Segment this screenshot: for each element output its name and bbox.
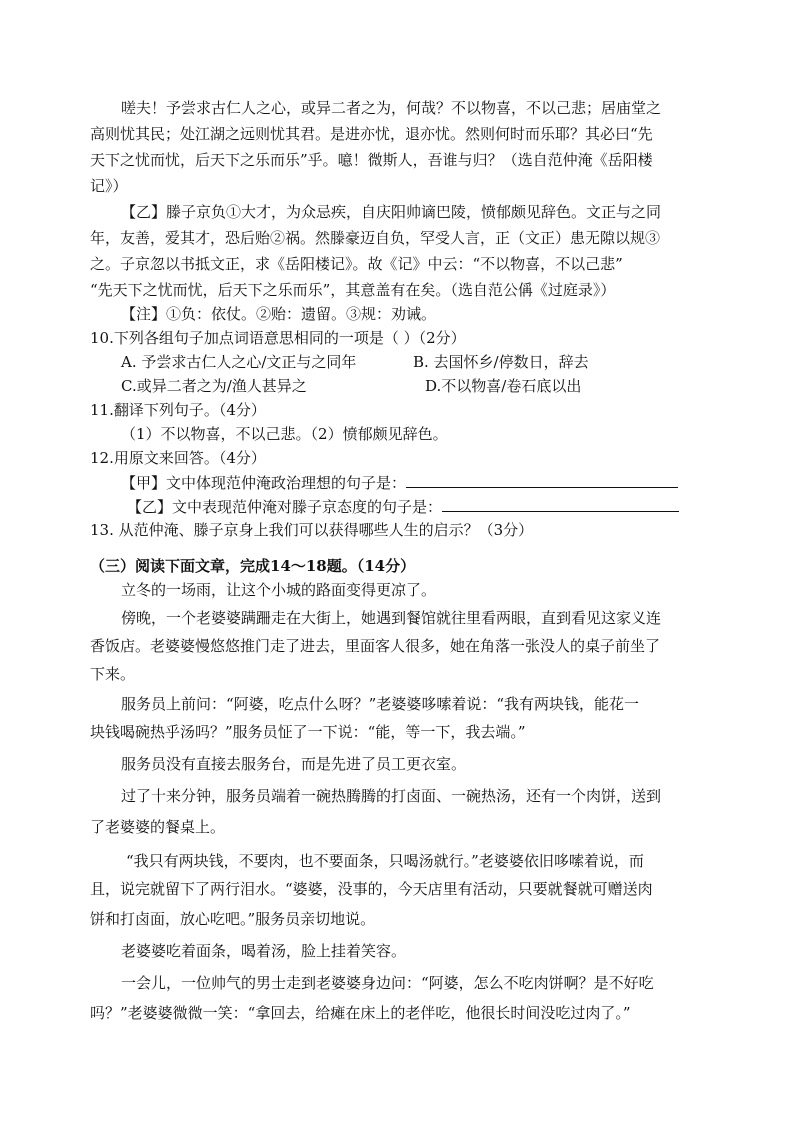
q12-jia-row — [121, 473, 678, 492]
q12-jia-answer-blank[interactable] — [406, 473, 678, 488]
section3-line-15: 吗？”老婆婆微微一笑：“拿回去，给瘫在床上的老伴吃，他很长时间没吃过肉了。” — [90, 1004, 631, 1022]
q10-option-c: C.或异二者之为/渔人甚异之 — [121, 377, 307, 395]
jia-line-1: 嗟夫！予尝求古仁人之心，或异二者之为，何哉？不以物喜，不以己悲；居庙堂之 — [121, 99, 662, 117]
section3-line-12: 饼和打卤面，放心吃吧。”服务员亲切地说。 — [90, 910, 376, 928]
jia-line-2: 高则忧其民；处江湖之远则忧其君。是进亦忧，退亦忧。然则何时而乐耶？其必曰“先 — [90, 125, 653, 143]
section3-line-14: 一会儿，一位帅气的男士走到老婆婆身边问：“阿婆，怎么不吃肉饼啊？是不好吃 — [121, 974, 654, 992]
yi-line-3: 之。子京忽以书抵文正，求《岳阳楼记》。故《记》中云：“不以物喜，不以己悲” — [90, 255, 623, 273]
section3-line-4: 下来。 — [90, 665, 136, 683]
section3-line-11: 且，说完就留下了两行泪水。“婆婆，没事的，今天店里有活动，只要就餐就可赠送肉 — [90, 880, 653, 898]
jia-line-4: 记》） — [90, 177, 128, 195]
section3-line-6: 块钱喝碗热乎汤吗？”服务员怔了一下说：“能，等一下，我去端。” — [90, 723, 526, 741]
section3-line-3: 香饭店。老婆婆慢悠悠推门走了进去，里面客人很多，她在角落一张没人的桌子前坐了 — [90, 637, 661, 655]
q10-option-d: D.不以物喜/卷石底以出 — [425, 377, 582, 395]
section3-line-1: 立冬的一场雨，让这个小城的路面变得更凉了。 — [121, 581, 437, 599]
jia-line-3: 天下之忧而忧，后天下之乐而乐”乎。噫！微斯人，吾谁与归？（选自范仲淹《岳阳楼 — [90, 151, 653, 169]
section3-line-7: 服务员没有直接去服务台，而是先进了员工更衣室。 — [121, 755, 467, 773]
section3-line-5: 服务员上前问：“阿婆，吃点什么呀？”老婆婆哆嗦着说：“我有两块钱，能花一 — [121, 695, 640, 713]
q10-option-b: B. 去国怀乡/停数日，辞去 — [413, 353, 589, 371]
q12-yi-row — [127, 497, 679, 516]
q11-stem: 11.翻译下列句子。（4分） — [90, 401, 266, 419]
q10-stem: 10.下列各组句子加点词语意思相同的一项是（ ）（2分） — [90, 329, 466, 347]
section3-line-9: 了老婆婆的餐桌上。 — [90, 818, 226, 836]
q12-yi-answer-blank[interactable] — [442, 497, 679, 512]
q12-yi-prompt: 【乙】文中表现范仲淹对滕子京态度的句子是： — [127, 498, 443, 516]
yi-line-4: “先天下之忧而忧，后天下之乐而乐”，其意盖有在矣。（选自范公偁《过庭录》） — [90, 281, 616, 299]
yi-line-2: 年，友善，爱其才，恐后贻②祸。然滕豪迈自负，罕受人言，正（文正）患无隙以规③ — [90, 229, 661, 247]
q11-items: （1）不以物喜，不以己悲。（2）愤郁颇见辞色。 — [121, 425, 448, 443]
q13-stem: 13. 从范仲淹、滕子京身上我们可以获得哪些人生的启示？（3分） — [90, 521, 534, 539]
yi-note: 【注】①负：依仗。②贻：遗留。③规：劝诫。 — [121, 305, 437, 323]
q12-jia-prompt: 【甲】文中体现范仲淹政治理想的句子是： — [121, 474, 407, 492]
section3-line-8: 过了十来分钟，服务员端着一碗热腾腾的打卤面、一碗热汤，还有一个肉饼，送到 — [121, 787, 662, 805]
section3-line-13: 老婆婆吃着面条，喝着汤，脸上挂着笑容。 — [121, 942, 407, 960]
section3-line-2: 傍晚，一个老婆婆蹒跚走在大街上，她遇到餐馆就往里看两眼，直到看见这家义连 — [121, 609, 662, 627]
q12-stem: 12.用原文来回答。（4分） — [90, 449, 266, 467]
section3-heading: （三）阅读下面文章，完成14～18题。（14分） — [90, 557, 416, 575]
yi-line-1: 【乙】滕子京负①大才，为众忌疾，自庆阳帅谪巴陵，愤郁颇见辞色。文正与之同 — [121, 203, 662, 221]
section3-line-10: “我只有两块钱，不要肉，也不要面条，只喝汤就行。”老婆婆依旧哆嗦着说，而 — [126, 852, 644, 870]
q10-option-a: A. 予尝求古仁人之心/文正与之同年 — [121, 353, 357, 371]
